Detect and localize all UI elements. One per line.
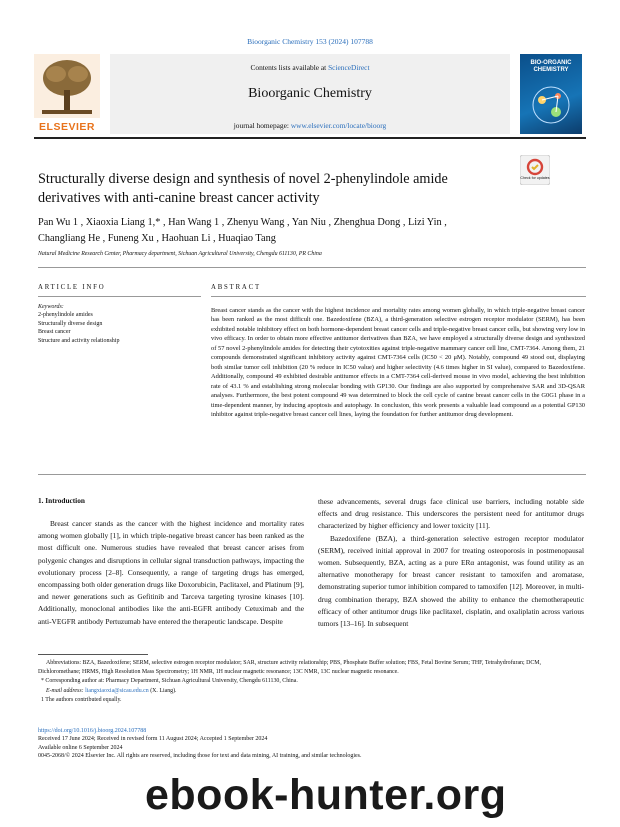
abbreviations-footnote: Abbreviations: BZA, Bazedoxifene; SERM, selective estrogen receptor modulator; SAR, structure activity relationship; PBS, Phosphate Buffer solution; FBS, Fetal Bovine Serum; THF, Tetrahydrofuran; DCM, Dichloromethane; HRMS, High Resolution Mass Spectrometry; 1H NMR, 1H nuclear magnetic resonance; 13C NMR, 13C nuclear magnetic resonance.	[38, 660, 542, 676]
check-for-updates-label: Check for updates	[520, 176, 550, 180]
introduction-right-column	[318, 496, 584, 630]
introduction-left-column	[38, 518, 304, 628]
homepage-link[interactable]: www.elsevier.com/locate/bioorg	[290, 121, 387, 130]
keywords-block	[38, 303, 201, 345]
check-for-updates-badge[interactable]	[520, 155, 550, 185]
homepage-prefix: journal homepage:	[233, 121, 291, 130]
equal-contribution-footnote: 1 The authors contributed equally.	[41, 696, 122, 703]
footnotes	[38, 659, 584, 705]
abstract-text: Breast cancer stands as the cancer with the highest incidence and mortality rates among women globally, in which triple-negative breast cancer has been ranked as the most difficult one. Bazedoxifene (BZA), a third-generation selective estrogen receptor modulator (SERM), has been exhibited notable inhibitory effect on both hormone-dependent breast cancer cells and triple-negative breast cancer cells, but showing very low in vivo efficacy. In order to obtain more effective antitumor derivatives than BZA, we have employed a structurally diverse design and synthesized of 57 novel 2-phenylindole amides for detecting their cytotoxities against triple-negative mammary cancer cell line, CMT-7364. Among them, 21 compounds demonstrated significant inhibitory activity against CMT-7364 cells (IC50 < 20 μM). Notably, compound 49 stood out, displaying both similar tumor cell inhibition (20 % reduce in IC50 value) and higher selectivity (4.6 times higher in SI value), compared to Bazedoxifene. Additionally, compound 49 exhibited desirable antitumor effects in a CMT-7364 cell-derived mouse in vivo model, achieving the best inhibition rate of 43.1 % and establishing strong molecular bonding with GP130. Our findings are also supported by comprehensive SAR and 3D-QSAR analyses. Furthermore, the best potent compound 49 was determined to block the cell cycle of canine breast cancer cells in the G0G1 phase in a time-dependent manner, by inducing apoptosis and autophagy. In conclusion, this work presents a valuable lead compound as a potential GP130 inhibitor against triple-negative breast cancer cell lines, laying the foundation for further antitumor drug development.	[211, 307, 585, 418]
abstract-divider	[211, 296, 586, 297]
journal-reference[interactable]	[0, 37, 620, 46]
molecule-icon	[526, 80, 576, 130]
paper-title: Structurally diverse design and synthesis of novel 2-phenylindole amide derivatives with anti-canine breast cancer activity	[38, 171, 448, 206]
elsevier-tree-icon	[34, 54, 100, 118]
affiliation-divider	[38, 267, 586, 268]
email-footnote	[38, 687, 584, 696]
email-link[interactable]: liangxiaoxia@sicau.edu.cn	[85, 687, 149, 694]
introduction-heading: 1. Introduction	[38, 496, 85, 505]
journal-cover	[520, 54, 582, 134]
abstract-heading: ABSTRACT	[211, 284, 261, 291]
keyword-item: 2-phenylindole amides	[38, 312, 93, 319]
footnote-divider	[38, 654, 148, 655]
keyword-item: Breast cancer	[38, 329, 71, 336]
elsevier-wordmark: ELSEVIER	[39, 121, 95, 133]
authors-line-2[interactable]: Changliang He , Funeng Xu , Haohuan Li , Huaqiao Tang	[38, 233, 276, 244]
article-info-divider	[38, 296, 201, 297]
author-list	[38, 215, 558, 247]
received-dates: Received 17 June 2024; Received in revised form 11 August 2024; Accepted 1 September 2024	[38, 736, 268, 743]
check-for-updates-icon	[520, 155, 550, 185]
intro-paragraph: Bazedoxifene (BZA), a third-generation selective estrogen receptor modulator (SERM), received initial approval in 2007 for treating osteoporosis in postmenopausal women. Subsequently, BZA, acting as a pure ERα antagonist, was found utility as an alternative monotherapy for breast cancer resistant to tamoxifen and aromatase, demonstrating superior tumor inhibition compared to tamoxifen [12]. Moreover, in multi-drug combination therapy, BZA showed the ability to enhance the chemotherapeutic efficacy of other antitumor drugs like paclitaxel, cisplatin, and oxaliplatin across various tumors [13–16]. In subsequent	[318, 533, 584, 629]
copyright-line: 0045-2068/© 2024 Elsevier Inc. All rights are reserved, including those for text and data mining, AI training, and similar technologies.	[38, 752, 362, 759]
abstract-bottom-divider	[38, 474, 586, 475]
cover-title: BIO-ORGANIC CHEMISTRY	[530, 60, 572, 73]
email-suffix: (X. Liang).	[148, 687, 177, 694]
journal-reference-link[interactable]: Bioorganic Chemistry 153 (2024) 107788	[247, 37, 373, 46]
header-divider	[34, 137, 586, 139]
intro-paragraph: these advancements, several drugs face clinical use barriers, including notable side effects and drug resistance. This underscores the persistent need for antitumor drugs characterized by higher efficiency and lower toxicity [11].	[318, 497, 584, 531]
watermark: ebook-hunter.org	[145, 771, 507, 819]
keyword-item: Structure and activity relationship	[38, 337, 120, 344]
publication-info	[38, 727, 584, 760]
doi-link[interactable]: https://doi.org/10.1016/j.bioorg.2024.107788	[38, 728, 147, 734]
available-online: Available online 6 September 2024	[38, 744, 123, 751]
authors-line-1[interactable]: Pan Wu 1 , Xiaoxia Liang 1,* , Han Wang 1 , Zhenyu Wang , Yan Niu , Zhenghua Dong , Lizi Yin ,	[38, 217, 447, 228]
keyword-item: Structurally diverse design	[38, 320, 103, 327]
corresponding-author-footnote: * Corresponding author at: Pharmacy Department, Sichuan Agricultural University, Chengdu 611130, China.	[41, 678, 298, 685]
article-info-heading: ARTICLE INFO	[38, 284, 106, 291]
sciencedirect-link[interactable]: ScienceDirect	[328, 63, 370, 72]
homepage-line	[110, 121, 510, 130]
intro-paragraph: Breast cancer stands as the cancer with the highest incidence and mortality rates among women globally [1], in which triple-negative breast cancer has been ranked as the most difficult one. Numerous studies have revealed that breast cancer arises from polygenic changes and disruptions in cellular signal transduction pathways, impacting the evolutionary process [2–8]. Consequently, a range of targeting drugs has emerged, encompassing both older generation drugs like Doxorubicin, Paclitaxel, and Platinum [9], and newer generations such as Gefitinib and Tarceva targeting tyrosine kinases [10]. Additionally, monoclonal antibodies like the anti-EGFR antibody Cetuximab and the anti-VEGFR antibody Pertuzumab have entered the therapeutic landscape. Despite	[38, 519, 304, 626]
keywords-label: Keywords:	[38, 304, 64, 310]
journal-name: Bioorganic Chemistry	[248, 86, 372, 101]
email-label: E-mail address:	[46, 687, 86, 694]
contents-prefix: Contents lists available at	[250, 63, 329, 72]
affiliation: Natural Medicine Research Center, Pharmacy department, Sichuan Agricultural University, Chengdu 611130, PR China	[38, 251, 322, 257]
contents-line	[110, 63, 510, 72]
